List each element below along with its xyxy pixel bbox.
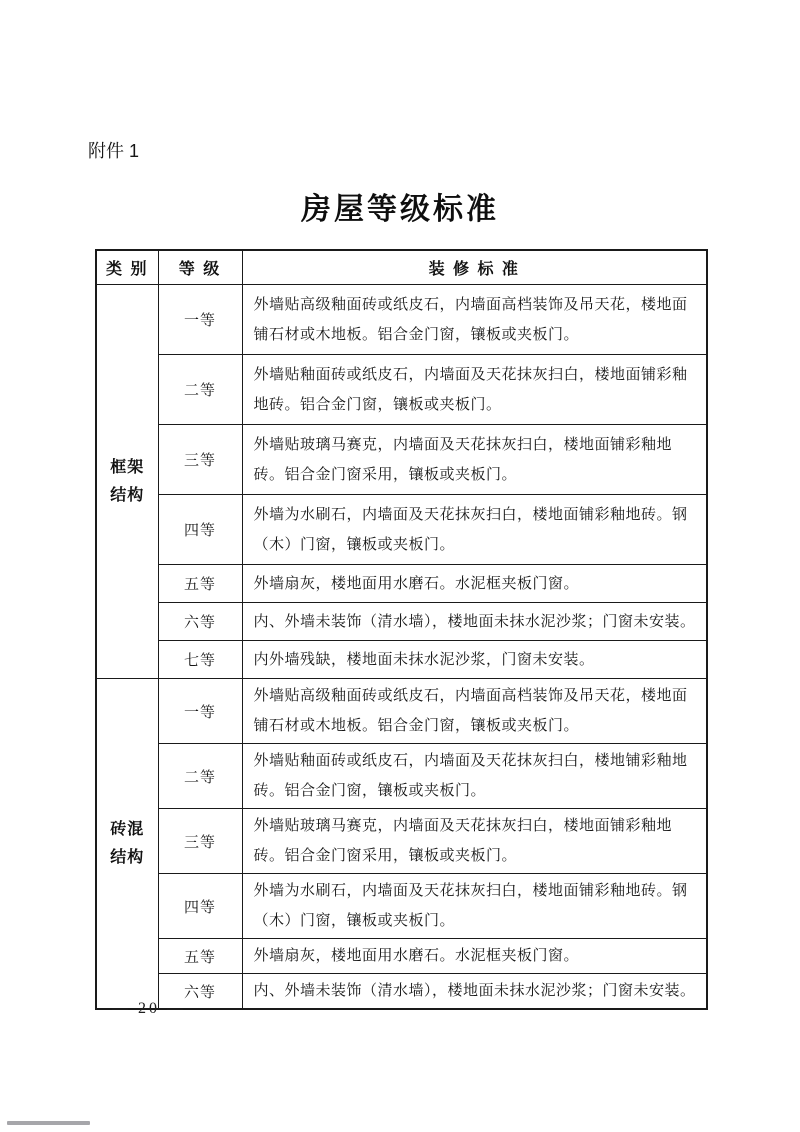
table-row <box>96 809 707 874</box>
page-number: — 20 — <box>112 1000 186 1017</box>
category-cell <box>96 285 158 679</box>
grade-cell: 二等 <box>158 355 242 425</box>
table-row <box>96 641 707 679</box>
grade-cell: 五等 <box>158 939 242 974</box>
table-header-row <box>96 250 707 285</box>
category-label: 框架结构 <box>110 458 145 504</box>
scan-artifact-bar <box>7 1121 90 1125</box>
standard-cell: 内、外墙未装饰（清水墙），楼地面未抹水泥沙浆；门窗未安装。 <box>242 974 707 1010</box>
standard-cell: 外墙为水刷石，内墙面及天花抹灰扫白，楼地面铺彩釉地砖。钢（木）门窗，镶板或夹板门。 <box>242 495 707 565</box>
grade-cell: 三等 <box>158 809 242 874</box>
grade-cell: 六等 <box>158 974 242 1010</box>
standard-cell: 外墙贴玻璃马赛克，内墙面及天花抹灰扫白，楼地面铺彩釉地砖。铝合金门窗采用，镶板或夹板门。 <box>242 425 707 495</box>
standard-cell: 外墙扇灰，楼地面用水磨石。水泥框夹板门窗。 <box>242 565 707 603</box>
grade-cell: 一等 <box>158 285 242 355</box>
standard-cell: 内外墙残缺，楼地面未抹水泥沙浆，门窗未安装。 <box>242 641 707 679</box>
table-row <box>96 425 707 495</box>
table-row <box>96 939 707 974</box>
page-title: 房屋等级标准 <box>301 193 499 226</box>
grade-table <box>95 249 708 1010</box>
table-row <box>96 679 707 744</box>
standard-cell: 外墙贴釉面砖或纸皮石，内墙面及天花抹灰扫白，楼地铺彩釉地砖。铝合金门窗，镶板或夹板门。 <box>242 744 707 809</box>
standard-cell: 外墙为水刷石，内墙面及天花抹灰扫白，楼地面铺彩釉地砖。钢（木）门窗，镶板或夹板门。 <box>242 874 707 939</box>
table-row <box>96 565 707 603</box>
attachment-label: 附件 1 <box>88 141 140 161</box>
category-cell <box>96 679 158 1010</box>
table-row <box>96 874 707 939</box>
grade-table-body <box>96 285 707 1010</box>
table-row <box>96 285 707 355</box>
table-row <box>96 974 707 1010</box>
standard-cell: 外墙贴高级釉面砖或纸皮石，内墙面高档装饰及吊天花，楼地面铺石材或木地板。铝合金门窗，镶板或夹板门。 <box>242 679 707 744</box>
standard-cell: 外墙贴高级釉面砖或纸皮石，内墙面高档装饰及吊天花，楼地面铺石材或木地板。铝合金门窗，镶板或夹板门。 <box>242 285 707 355</box>
table-row <box>96 495 707 565</box>
grade-cell: 四等 <box>158 495 242 565</box>
column-header-category: 类 别 <box>96 250 158 285</box>
category-label: 砖混结构 <box>110 820 145 866</box>
table-row <box>96 355 707 425</box>
table-row <box>96 744 707 809</box>
grade-cell: 三等 <box>158 425 242 495</box>
grade-cell: 五等 <box>158 565 242 603</box>
standard-cell: 外墙扇灰，楼地面用水磨石。水泥框夹板门窗。 <box>242 939 707 974</box>
standard-cell: 外墙贴釉面砖或纸皮石，内墙面及天花抹灰扫白，楼地面铺彩釉地砖。铝合金门窗，镶板或夹板门。 <box>242 355 707 425</box>
table-row <box>96 603 707 641</box>
grade-cell: 七等 <box>158 641 242 679</box>
grade-cell: 二等 <box>158 744 242 809</box>
standard-cell: 外墙贴玻璃马赛克，内墙面及天花抹灰扫白，楼地面铺彩釉地砖。铝合金门窗采用，镶板或夹板门。 <box>242 809 707 874</box>
column-header-grade: 等 级 <box>158 250 242 285</box>
column-header-standard: 装 修 标 准 <box>242 250 707 285</box>
grade-cell: 六等 <box>158 603 242 641</box>
standard-cell: 内、外墙未装饰（清水墙），楼地面未抹水泥沙浆；门窗未安装。 <box>242 603 707 641</box>
grade-cell: 四等 <box>158 874 242 939</box>
grade-cell: 一等 <box>158 679 242 744</box>
